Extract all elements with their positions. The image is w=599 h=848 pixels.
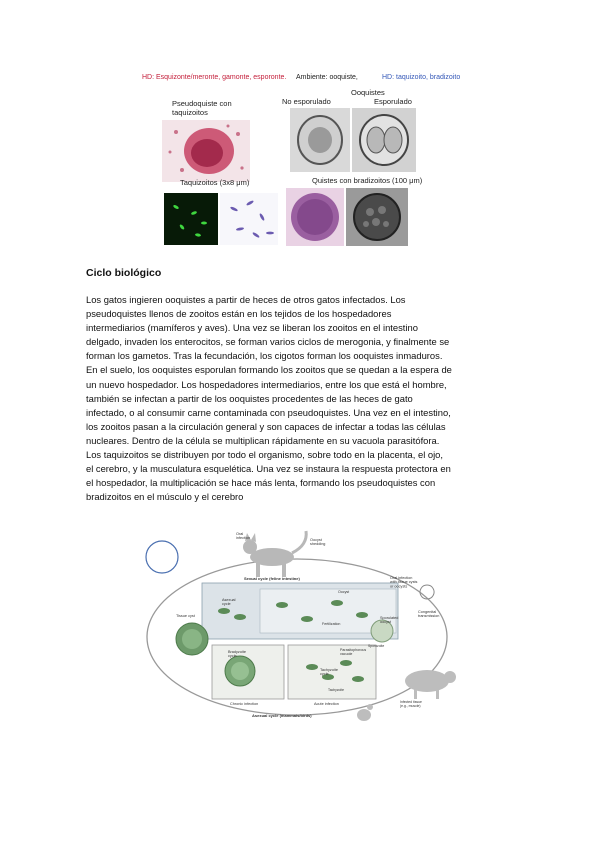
body-line: forman los gametos. Tras la fecundación, los cigotos forman los ooquistes inmaduros. — [86, 350, 443, 362]
taquizoitos-fluorescence-micrograph — [164, 193, 218, 245]
pig-silhouette — [405, 670, 456, 699]
body-line: Los taquizoitos se distribuyen por todo el organismo, sobre todo en la placenta, el ojo, — [86, 449, 443, 461]
body-line: En el suelo, los ooquistes esporulan formando los zooitos que se quedan a la espera de — [86, 364, 452, 376]
label-oral-infection-1: Oral — [236, 532, 244, 536]
label-asexual-cycle-2: cycle — [222, 602, 231, 607]
label-infected-tissue-2: (e.g., muscle) — [400, 703, 421, 708]
body-line: un nuevo hospedador. Los hospedadores intermediarios, entre los que está el hombre, — [86, 378, 447, 390]
label-sexual-cycle: Sexual cycle (feline intestine) — [244, 576, 300, 581]
ooquiste-esporulado-micrograph — [352, 108, 416, 172]
caption-hd-stages: HD: Esquizonte/meronte, gamonte, esporonte. — [142, 74, 287, 81]
body-line: intermediarios (mamíferos y aves). Una vez se liberan los zooitos en el intestino — [86, 322, 418, 334]
label-sporulated-oocyst-1: Sporulated — [380, 616, 399, 620]
label-acute-infection: Acute infection — [314, 702, 339, 706]
label-oral-infection-cysts-3: or oocysts — [390, 584, 408, 589]
life-cycle-diagram — [132, 527, 470, 729]
inset-cell-icon — [146, 541, 178, 573]
quiste-bradizoitos-stained-micrograph — [286, 188, 344, 246]
label-infected-tissue-1: Infected tissue — [400, 700, 422, 704]
label-oocyst-shedding-2: shedding — [310, 542, 326, 547]
label-chronic-infection: Chronic infection — [230, 702, 259, 706]
caption-hd-taquizoito: HD: taquizoito, bradizoito — [382, 74, 461, 81]
label-pseudoquiste-2: taquizoitos — [172, 108, 208, 117]
body-paragraph — [86, 293, 516, 504]
svg-text:Congenitaltransmission — [418, 610, 439, 618]
cat-silhouette — [243, 531, 306, 577]
pregnant-woman-icon — [420, 585, 434, 599]
svg-text:Oralinfection — [236, 532, 250, 540]
label-oral-infection-cysts-1: Oral infection — [390, 576, 413, 580]
svg-text:Infected tissue(e.g., muscle) — [400, 700, 422, 708]
section-title: Ciclo biológico — [86, 267, 162, 279]
label-bradyzoite-2: cycle — [228, 654, 237, 659]
taquizoitos-stained-micrograph — [220, 193, 278, 245]
svg-text:Oocystshedding — [310, 538, 325, 546]
body-line: los zooitos pasan a la circulación general y son capaces de infectar a todas las células — [86, 420, 446, 432]
parasite-stages-figure — [136, 66, 466, 256]
body-line: delgado, invaden los enterocitos, se forman varios ciclos de merogonia, y finalmente se — [86, 336, 450, 348]
label-tachyzoite-cycle-2: cycle — [320, 672, 329, 677]
label-quistes-bradizoitos: Quistes con bradizoitos (100 μm) — [312, 176, 423, 185]
label-sporozoite: Sporozoite — [368, 644, 385, 648]
label-oocyst: Oocyst — [338, 590, 350, 594]
quiste-bradizoitos-micrograph — [346, 188, 408, 246]
label-esporulado: Esporulado — [374, 97, 412, 106]
label-tachyzoite: Tachyzoite — [328, 688, 345, 692]
body-line: nucleares. Dentro de la célula se multiplican rápidamente en su vacuola parasitófora. — [86, 434, 440, 446]
body-line: pseudoquistes llenos de zooitos están en los tejidos de los hospedadores — [86, 308, 392, 320]
label-bradyzoite-1: Bradyzoite — [228, 650, 246, 654]
body-line: infectado, o al consumir carne contaminada con pseudoquistes. Una vez en el intestino, — [86, 406, 451, 418]
label-taquizoitos: Taquizoitos (3x8 μm) — [180, 178, 250, 187]
label-parasitophorous-1: Parasitophorous — [340, 648, 367, 652]
ooquiste-no-esporulado-micrograph — [290, 108, 350, 172]
label-pseudoquiste-1: Pseudoquiste con — [172, 99, 232, 108]
body-line: el cerebro, y la musculatura esquelética. Una vez se instaura la respuesta protectora en — [86, 463, 451, 475]
label-ooquistes: Ooquistes — [351, 88, 385, 97]
label-tissue-cyst: Tissue cyst — [176, 614, 195, 618]
body-line: el hospedador, la multiplicación se hace más lenta, formando los pseudoquistes con — [86, 477, 436, 489]
label-oral-infection-2: infection — [236, 536, 251, 541]
label-parasitophorous-2: vacuole — [340, 652, 353, 656]
label-asexual-cycle-1: Asexual — [222, 598, 236, 602]
body-line: bradizoitos en el músculo y el cerebro — [86, 491, 244, 503]
label-oocyst-shedding-1: Oocyst — [310, 538, 322, 542]
body-line: también se infectan a partir de los ooquistes procedentes de las heces de gato — [86, 392, 413, 404]
label-fertilization: Fertilization — [322, 622, 341, 626]
label-oral-infection-cysts-2: with tissue cysts — [390, 580, 418, 585]
label-sporulated-oocyst-2: oocyst — [380, 620, 391, 625]
pseudoquiste-micrograph — [162, 120, 250, 182]
caption-ambiente: Ambiente: ooquiste, — [296, 74, 358, 81]
label-asexual-cycle-outer: Asexual cycle (mammals/birds) — [252, 713, 312, 718]
label-congenital-2: transmission — [418, 614, 440, 619]
label-no-esporulado: No esporulado — [282, 97, 331, 106]
body-line: Los gatos ingieren ooquistes a partir de heces de otros gatos infectados. Los — [86, 294, 406, 305]
label-congenital-1: Congenital — [418, 610, 437, 614]
svg-text:Oral infectionwith tissue cyst — [390, 576, 418, 588]
label-tachyzoite-cycle-1: Tachyzoite — [320, 668, 338, 672]
